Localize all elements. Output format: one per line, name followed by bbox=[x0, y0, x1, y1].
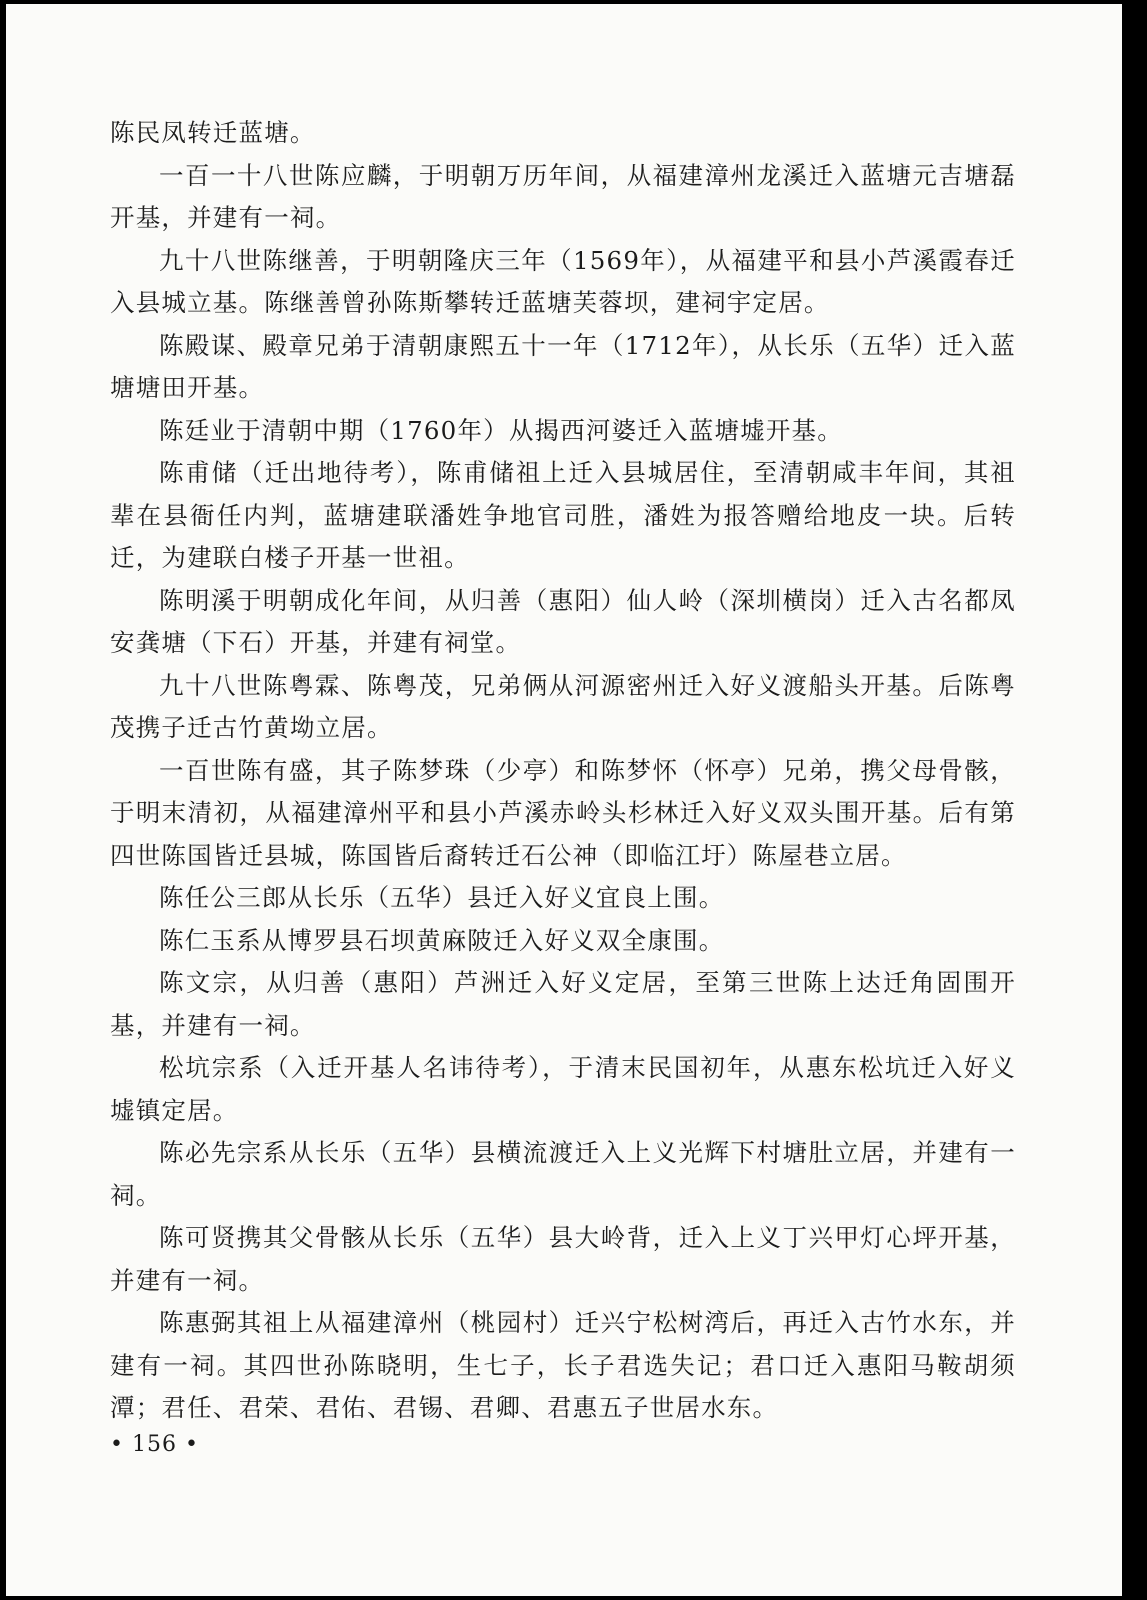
paragraph: 九十八世陈粤霖、陈粤茂，兄弟俩从河源密州迁入好义渡船头开基。后陈粤茂携子迁古竹黄坳立居。 bbox=[110, 670, 1016, 742]
paragraph: 陈惠弼其祖上从福建漳州（桃园村）迁兴宁松树湾后，再迁入古竹水东，并建有一祠。其四世孙陈晓明，生七子，长子君选失记；君口迁入惠阳马鞍胡须潭；君任、君荣、君佑、君锡、君卿、君惠五子世居水东。 bbox=[110, 1308, 1016, 1422]
paragraph: 一百一十八世陈应麟，于明朝万历年间，从福建漳州龙溪迁入蓝塘元吉塘磊开基，并建有一祠。 bbox=[110, 160, 1016, 232]
paragraph: 陈文宗，从归善（惠阳）芦洲迁入好义定居，至第三世陈上达迁角固围开基，并建有一祠。 bbox=[110, 968, 1016, 1040]
paragraph: 陈仁玉系从博罗县石坝黄麻陂迁入好义双全康围。 bbox=[159, 925, 725, 955]
paragraph: 九十八世陈继善，于明朝隆庆三年（1569年），从福建平和县小芦溪霞春迁入县城立基。陈继善曾孙陈斯攀转迁蓝塘芙蓉坝，建祠宇定居。 bbox=[110, 245, 1016, 317]
paragraph: 松坑宗系（入迁开基人名讳待考），于清末民国初年，从惠东松坑迁入好义墟镇定居。 bbox=[110, 1053, 1016, 1125]
paragraph: 一百世陈有盛，其子陈梦珠（少亭）和陈梦怀（怀亭）兄弟，携父母骨骸，于明末清初，从福建漳州平和县小芦溪赤岭头杉林迁入好义双头围开基。后有第四世陈国皆迁县城，陈国皆后裔转迁石公神（即临江圩）陈屋巷立居。 bbox=[110, 755, 1016, 870]
paragraph: 陈殿谋、殿章兄弟于清朝康熙五十一年（1712年），从长乐（五华）迁入蓝塘塘田开基。 bbox=[110, 330, 1016, 402]
paragraph: 陈可贤携其父骨骸从长乐（五华）县大岭背，迁入上义丁兴甲灯心坪开基，并建有一祠。 bbox=[110, 1223, 1016, 1295]
page-number: • 156 • bbox=[110, 1432, 199, 1457]
paragraph: 陈民凤转迁蓝塘。 bbox=[110, 118, 316, 147]
paragraph: 陈任公三郎从长乐（五华）县迁入好义宜良上围。 bbox=[159, 883, 725, 912]
paragraph: 陈明溪于明朝成化年间，从归善（惠阳）仙人岭（深圳横岗）迁入古名都凤安龚塘（下石）开基，并建有祠堂。 bbox=[110, 585, 1016, 657]
paragraph: 陈必先宗系从长乐（五华）县横流渡迁入上义光辉下村塘肚立居，并建有一祠。 bbox=[110, 1138, 1016, 1210]
paragraph: 陈廷业于清朝中期（1760年）从揭西河婆迁入蓝塘墟开基。 bbox=[159, 415, 843, 445]
body-text bbox=[110, 112, 1016, 1430]
paragraph: 陈甫储（迁出地待考），陈甫储祖上迁入县城居住，至清朝咸丰年间，其祖辈在县衙任内判，蓝塘建联潘姓争地官司胜，潘姓为报答赠给地皮一块。后转迁，为建联白楼子开基一世祖。 bbox=[110, 458, 1016, 572]
